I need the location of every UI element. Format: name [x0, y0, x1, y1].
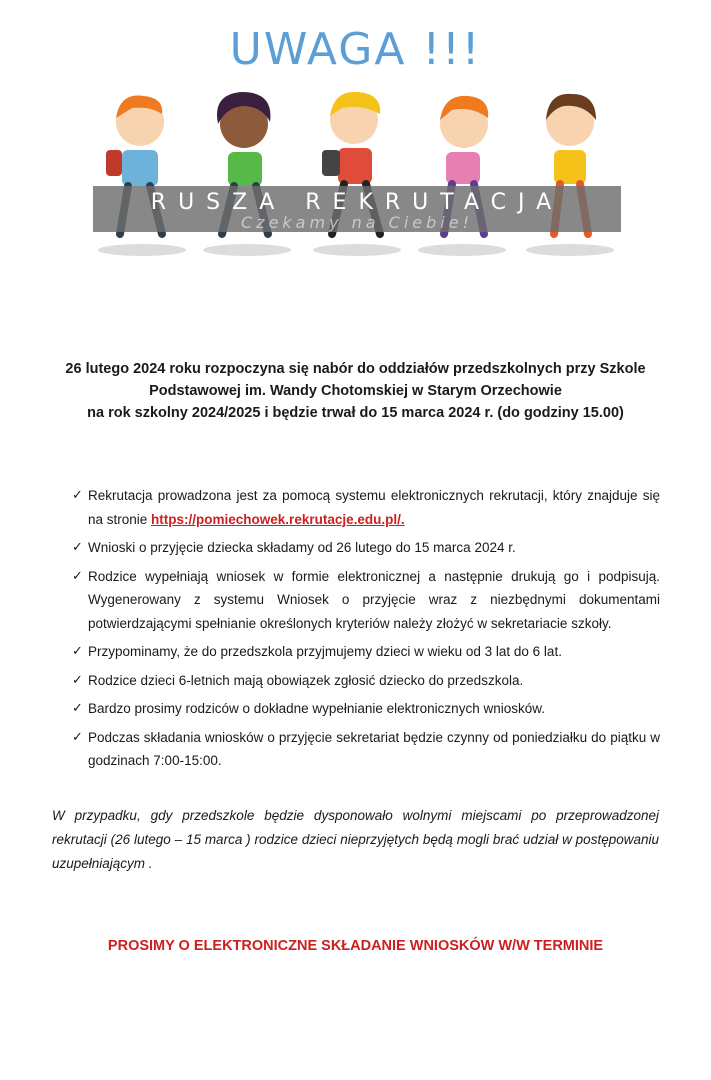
list-item — [72, 565, 660, 636]
checkmark-icon: ✓ — [72, 672, 83, 688]
list-item-text: Podczas składania wniosków o przyjęcie sekretariat będzie czynny od poniedziałku do piątku w godzinach 7:00-15:00. — [88, 729, 660, 768]
list-item-text: Wnioski o przyjęcie dziecka składamy od 26 lutego do 15 marca 2024 r. — [88, 540, 516, 555]
checkmark-icon: ✓ — [72, 488, 83, 503]
banner-subheadline: Czekamy na Ciebie! — [241, 213, 473, 232]
list-item — [72, 726, 660, 773]
children-illustration — [92, 84, 624, 264]
checkmark-icon: ✓ — [72, 729, 83, 745]
checkmark-icon: ✓ — [72, 540, 83, 555]
info-list — [72, 484, 660, 778]
list-item — [72, 640, 660, 664]
checkmark-icon: ✓ — [72, 701, 83, 716]
supplementary-note: W przypadku, gdy przedszkole będzie dysponowało wolnymi miejscami po przeprowadzonej rekrutacji (26 lutego – 15 marca ) rodzice dzieci nieprzyjętych będą mogli brać udział w postępowaniu uzupełniającym . — [52, 808, 659, 871]
intro-line-2: Podstawowej im. Wandy Chotomskiej w Starym Orzechowie — [149, 383, 562, 399]
list-item-text: Rekrutacja prowadzona jest za pomocą systemu elektronicznych rekrutacji, który znajduje się na stronie — [88, 488, 660, 527]
footer-notice: PROSIMY O ELEKTRONICZNE SKŁADANIE WNIOSKÓW W/W TERMINIE — [107, 938, 604, 954]
checkmark-icon: ✓ — [72, 568, 83, 584]
list-item-text: Bardzo prosimy rodziców o dokładne wypełnianie elektronicznych wniosków. — [88, 701, 545, 716]
page-title: UWAGA !!! — [229, 24, 482, 75]
list-item-text: Rodzice dzieci 6-letnich mają obowiązek zgłosić dziecko do przedszkola. — [88, 672, 524, 688]
list-item — [72, 536, 660, 560]
list-item — [72, 484, 660, 531]
checkmark-icon: ✓ — [72, 644, 83, 659]
recruitment-link[interactable]: https://pomiechowek.rekrutacje.edu.pl/. — [151, 511, 405, 527]
intro-line-1: 26 lutego 2024 roku rozpoczyna się nabór do oddziałów przedszkolnych przy Szkole — [65, 361, 646, 377]
intro-line-3: na rok szkolny 2024/2025 i będzie trwał do 15 marca 2024 r. (do godziny 15.00) — [87, 405, 624, 421]
list-item — [72, 669, 660, 693]
intro-paragraph — [30, 358, 681, 424]
banner-headline: RUSZA REKRUTACJA — [150, 190, 564, 215]
list-item-text: Przypominamy, że do przedszkola przyjmujemy dzieci w wieku od 3 lat do 6 lat. — [88, 644, 562, 659]
list-item — [72, 697, 660, 721]
list-item-text: Rodzice wypełniają wniosek w formie elektronicznej a następnie drukują go i podpisują. Wygenerowany z systemu Wniosek o przyjęcie wraz z niezbędnymi dokumentami potwierdzającymi spełnianie określonych kryteriów należy złożyć w sekretariacie szkoły. — [88, 568, 660, 631]
